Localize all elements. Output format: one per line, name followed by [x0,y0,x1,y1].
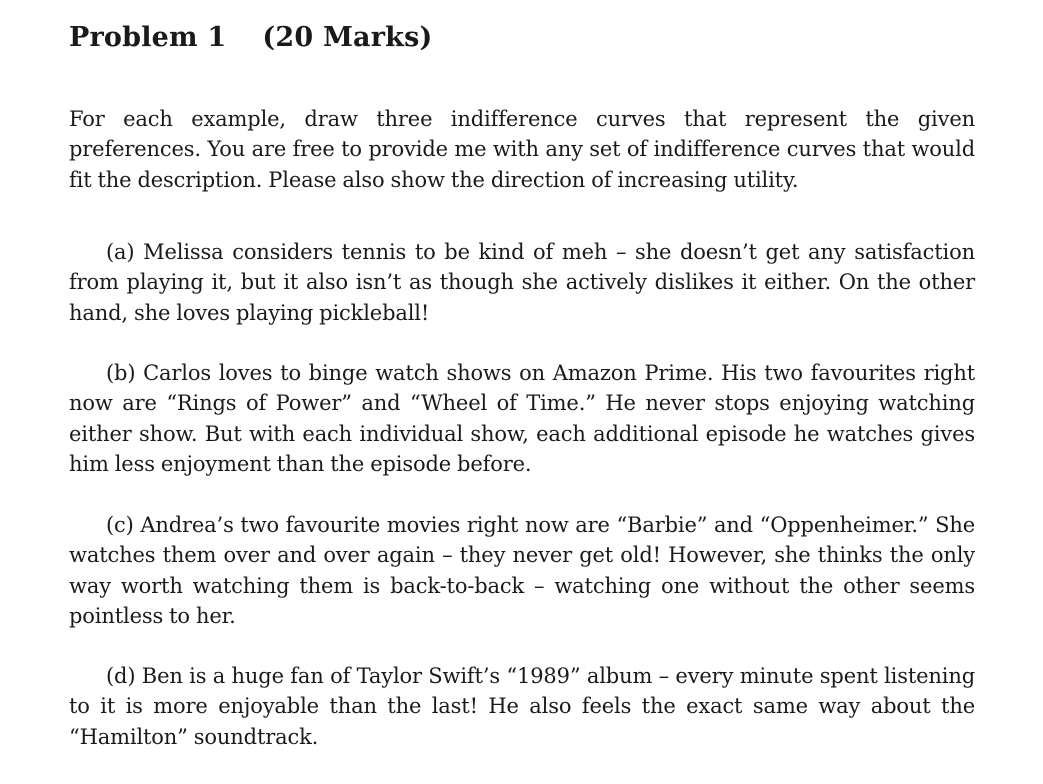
part-d-paragraph: (d) Ben is a huge fan of Taylor Swift’s “1989” album – every minute spent listening to it is more enjoyable than the last! He also feels the exact same way about the “Hamilton” soundtrack. [69,664,975,749]
part-c-paragraph: (c) Andrea’s two favourite movies right now are “Barbie” and “Oppenheimer.” She watches them over and over again – they never get old! However, she thinks the only way worth watching them is back-to-back – watching one without the other seems pointless to her. [69,513,975,628]
problem-heading [69,22,432,53]
problem-title: Problem 1 [69,22,227,53]
part-a-paragraph: (a) Melissa considers tennis to be kind of meh – she doesn’t get any satisfaction from playing it, but it also isn’t as though she actively dislikes it either. On the other hand, she loves playing pickleball! [69,240,975,325]
instructions-paragraph: For each example, draw three indifference curves that represent the given preferences. You are free to provide me with any set of indifference curves that would fit the description. Please also show the direction of increasing utility. [69,107,975,192]
part-b-paragraph: (b) Carlos loves to binge watch shows on Amazon Prime. His two favourites right now are “Rings of Power” and “Wheel of Time.” He never stops enjoying watching either show. But with each individual show, each additional episode he watches gives him less enjoyment than the episode before. [69,361,975,476]
problem-marks: (20 Marks) [262,22,433,53]
